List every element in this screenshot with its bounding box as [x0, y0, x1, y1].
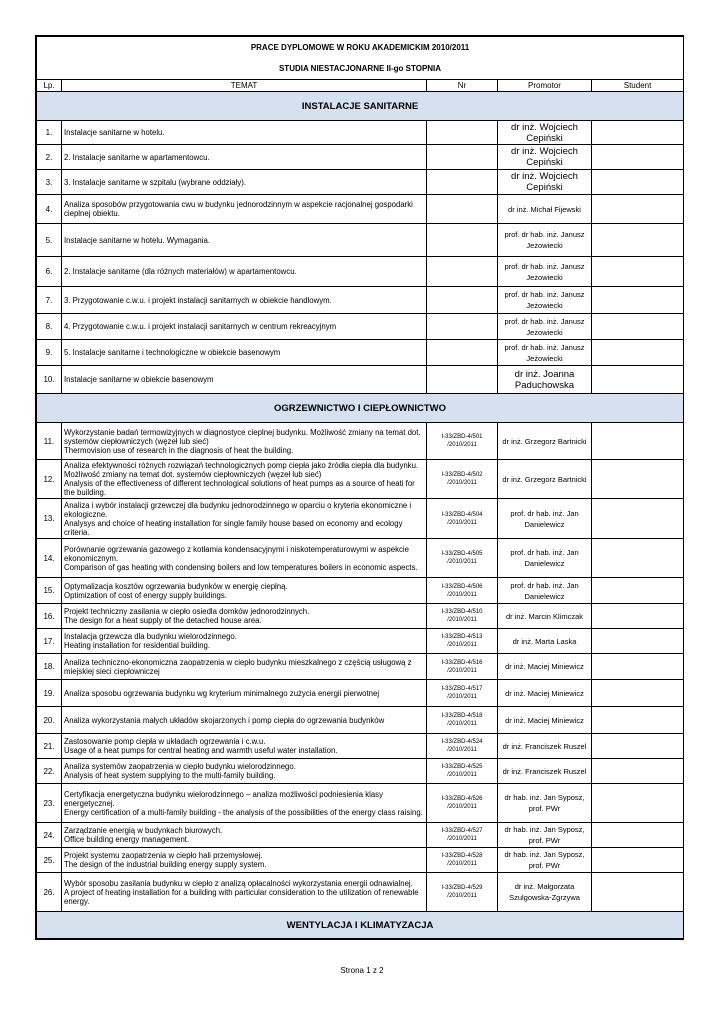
row-nr	[427, 257, 498, 287]
row-nr	[427, 340, 498, 366]
row-number: 20.	[37, 707, 62, 734]
row-number: 12.	[37, 460, 62, 499]
table-row	[37, 460, 684, 499]
row-number: 3.	[37, 170, 62, 195]
row-promotor: prof. dr hab. inż. Janusz Jeżowiecki	[498, 257, 592, 287]
row-promotor: dr hab. inż. Jan Syposz, prof. PWr	[498, 823, 592, 848]
row-promotor: dr inż. Grzegorz Bartnicki	[498, 460, 592, 499]
row-number: 11.	[37, 423, 62, 460]
row-nr	[427, 121, 498, 145]
row-promotor: dr inż. Franciszek Ruszel	[498, 734, 592, 759]
row-nr	[427, 287, 498, 314]
row-nr: I-33/ZBD-4/501 /2010/2011	[427, 423, 498, 460]
row-nr: I-33/ZBD-4/510 /2010/2011	[427, 604, 498, 629]
row-student	[592, 604, 684, 629]
table-row	[37, 680, 684, 707]
row-student	[592, 257, 684, 287]
row-nr	[427, 224, 498, 257]
row-number: 6.	[37, 257, 62, 287]
table-row	[37, 604, 684, 629]
table-row	[37, 224, 684, 257]
row-number: 7.	[37, 287, 62, 314]
row-student	[592, 873, 684, 912]
row-topic: 4. Przygotowanie c.w.u. i projekt instalacji sanitarnych w centrum rekreacyjnym	[62, 314, 427, 340]
row-promotor: prof. dr hab. inż. Janusz Jeżowiecki	[498, 314, 592, 340]
row-promotor: dr inż. Wojciech Cepiński	[498, 121, 592, 145]
row-topic: Zastosowanie pomp ciepła w układach ogrzewania i c.w.u. Usage of a heat pumps for central heating and warmth useful water installation.	[62, 734, 427, 759]
row-number: 2.	[37, 145, 62, 170]
thesis-table-frame	[35, 35, 684, 940]
row-topic: Analiza i wybór instalacji grzewczej dla budynku jednorodzinnego w oparciu o kryteria ekonomiczne i ekologiczne. Analysys and choice of heating installation for single family house based on economy and ecology criteria.	[62, 499, 427, 539]
row-student	[592, 145, 684, 170]
row-topic: Analiza efektywności różnych rozwiązań technologicznych pomp ciepła jako źródła ciepła dla budynku. Możliwość zmiany na temat dot. systemów ciepłowniczych (węzeł lub sieć) Analysis of the effectiveness of different technological solutions of heat pumps as a source of heati for the building.	[62, 460, 427, 499]
row-number: 17.	[37, 629, 62, 654]
row-nr: I-33/ZBD-4/517 /2010/2011	[427, 680, 498, 707]
row-nr: I-33/ZBD-4/527 /2010/2011	[427, 823, 498, 848]
row-nr: I-33/ZBD-4/529 /2010/2011	[427, 873, 498, 912]
row-number: 26.	[37, 873, 62, 912]
row-topic: 3. Instalacje sanitarne w szpitalu (wybrane oddziały).	[62, 170, 427, 195]
row-promotor: dr inż. Małgorzata Szulgowska-Zgrzywa	[498, 873, 592, 912]
row-nr	[427, 170, 498, 195]
column-header-temat: TEMAT	[62, 80, 427, 92]
section-title: WENTYLACJA I KLIMATYZACJA	[37, 912, 684, 939]
row-nr: I-33/ZBD-4/526 /2010/2011	[427, 784, 498, 823]
row-topic: Analiza techniczno-ekonomiczna zaopatrzenia w ciepło budynku mieszkalnego z częścią usługową z miejskiej sieci ciepłowniczej	[62, 654, 427, 680]
row-number: 1.	[37, 121, 62, 145]
header-subtitle-row	[37, 57, 684, 80]
row-nr: I-33/ZBD-4/505 /2010/2011	[427, 539, 498, 578]
row-promotor: dr inż. Maciej Miniewicz	[498, 680, 592, 707]
document-subtitle: STUDIA NIESTACJONARNE II-go STOPNIA	[37, 57, 684, 80]
row-student	[592, 759, 684, 784]
row-promotor: dr inż. Wojciech Cepiński	[498, 170, 592, 195]
row-student	[592, 784, 684, 823]
row-topic: Instalacje sanitarne w obiekcie basenowym	[62, 366, 427, 394]
row-topic: Analiza sposobów przygotowania cwu w budynku jednorodzinnym w aspekcie racjonalnej gospodarki cieplnej obiektu.	[62, 195, 427, 224]
row-student	[592, 195, 684, 224]
header-title-row	[37, 37, 684, 58]
row-promotor: prof. dr hab. inż. Jan Danielewicz	[498, 539, 592, 578]
row-student	[592, 170, 684, 195]
row-student	[592, 707, 684, 734]
row-topic: 5. Instalacje sanitarne i technologiczne w obiekcie basenowym	[62, 340, 427, 366]
row-number: 24.	[37, 823, 62, 848]
row-student	[592, 654, 684, 680]
column-header-row	[37, 80, 684, 92]
row-student	[592, 287, 684, 314]
row-nr: I-33/ZBD-4/524 /2010/2011	[427, 734, 498, 759]
table-row	[37, 195, 684, 224]
row-nr: I-33/ZBD-4/528 /2010/2011	[427, 848, 498, 873]
row-topic: 2. Instalacje sanitarne w apartamentowcu.	[62, 145, 427, 170]
row-nr	[427, 366, 498, 394]
table-row	[37, 759, 684, 784]
row-number: 19.	[37, 680, 62, 707]
section-header-row	[37, 912, 684, 939]
row-nr: I-33/ZBD-4/502 /2010/2011	[427, 460, 498, 499]
section-title: INSTALACJE SANITARNE	[37, 92, 684, 121]
row-promotor: dr hab. inż. Jan Syposz, prof. PWr	[498, 848, 592, 873]
section-title: OGRZEWNICTWO I CIEPŁOWNICTWO	[37, 394, 684, 423]
row-student	[592, 499, 684, 539]
table-row	[37, 170, 684, 195]
row-promotor: dr inż. Michał Fijewski	[498, 195, 592, 224]
table-row	[37, 848, 684, 873]
row-student	[592, 121, 684, 145]
row-promotor: dr inż. Grzegorz Bartnicki	[498, 423, 592, 460]
row-number: 23.	[37, 784, 62, 823]
row-student	[592, 539, 684, 578]
row-topic: Instalacja grzewcza dla budynku wielorodzinnego. Heating installation for residential building.	[62, 629, 427, 654]
row-nr	[427, 314, 498, 340]
table-row	[37, 287, 684, 314]
column-header-nr: Nr	[427, 80, 498, 92]
page-footer: Strona 1 z 2	[340, 966, 384, 975]
table-row	[37, 314, 684, 340]
row-nr: I-33/ZBD-4/506 /2010/2011	[427, 578, 498, 604]
row-topic: Analiza systemów zaopatrzenia w ciepło budynku wielorodzinnego. Analysis of heat system supplying to the multi-family building.	[62, 759, 427, 784]
row-number: 16.	[37, 604, 62, 629]
row-promotor: dr hab. inż. Jan Syposz, prof. PWr	[498, 784, 592, 823]
row-student	[592, 366, 684, 394]
row-promotor: dr inż. Wojciech Cepiński	[498, 145, 592, 170]
row-number: 22.	[37, 759, 62, 784]
row-student	[592, 680, 684, 707]
row-topic: Instalacje sanitarne w hotelu.	[62, 121, 427, 145]
table-row	[37, 784, 684, 823]
row-promotor: dr inż. Joanna Paduchowska	[498, 366, 592, 394]
row-promotor: dr inż. Marcin Klimczak	[498, 604, 592, 629]
row-nr: I-33/ZBD-4/516 /2010/2011	[427, 654, 498, 680]
row-topic: Instalacje sanitarne w hotelu. Wymagania.	[62, 224, 427, 257]
row-topic: Wykorzystanie badań termowizyjnych w diagnostyce cieplnej budynku. Możliwość zmiany na temat dot. systemów ciepłowniczych (węzeł lub sieć) Thermovision use of research in the diagnosis of heat the building.	[62, 423, 427, 460]
column-header-student: Student	[592, 80, 684, 92]
row-number: 9.	[37, 340, 62, 366]
row-topic: Analiza sposobu ogrzewania budynku wg kryterium minimalnego zużycia energii pierwotnej	[62, 680, 427, 707]
row-number: 5.	[37, 224, 62, 257]
row-promotor: dr inż. Maciej Miniewicz	[498, 707, 592, 734]
column-header-promotor: Promotor	[498, 80, 592, 92]
row-topic: Wybór sposobu zasilania budynku w ciepło z analizą opłacalności wykorzystania energii odnawialnej. A project of heating installation for a building with particular consideration to the utilization of renewable energy.	[62, 873, 427, 912]
row-nr: I-33/ZBD-4/504 /2010/2011	[427, 499, 498, 539]
row-topic: Projekt systemu zaopatrzenia w ciepło hali przemysłowej. The design of the industrial building energy supply system.	[62, 848, 427, 873]
row-student	[592, 734, 684, 759]
row-number: 13.	[37, 499, 62, 539]
row-promotor: dr inż. Maciej Miniewicz	[498, 654, 592, 680]
row-promotor: prof. dr hab. inż. Jan Danielewicz	[498, 499, 592, 539]
row-number: 14.	[37, 539, 62, 578]
row-student	[592, 460, 684, 499]
table-row	[37, 366, 684, 394]
row-topic: Porównanie ogrzewania gazowego z kotłamia kondensacyjnymi i niskotemperaturowymi w aspekcie ekonomicznym. Comparison of gas heating with condensing boilers and low temperatures boilers in economic aspects.	[62, 539, 427, 578]
row-nr	[427, 195, 498, 224]
section-header-row	[37, 92, 684, 121]
table-row	[37, 873, 684, 912]
row-promotor: prof. dr hab. inż. Jan Danielewicz	[498, 578, 592, 604]
row-topic: Certyfikacja energetyczna budynku wielorodzinnego – analiza możliwości podniesienia klasy energetycznej. Energy certification of a multi-family building - the analysis of the possibilities of the energy class raising.	[62, 784, 427, 823]
document-title: PRACE DYPLOMOWE W ROKU AKADEMICKIM 2010/2011	[37, 37, 684, 58]
row-promotor: dr inż. Marta Laska	[498, 629, 592, 654]
table-row	[37, 629, 684, 654]
table-row	[37, 121, 684, 145]
row-number: 15.	[37, 578, 62, 604]
row-student	[592, 314, 684, 340]
column-header-lp: Lp.	[37, 80, 62, 92]
row-promotor: prof. dr hab. inż. Janusz Jeżowiecki	[498, 340, 592, 366]
row-topic: 3. Przygotowanie c.w.u. i projekt instalacji sanitarnych w obiekcie handlowym.	[62, 287, 427, 314]
row-topic: Optymalizacja kosztów ogrzewania budynków w energię cieplną. Optimization of cost of energy supply buildings.	[62, 578, 427, 604]
row-number: 4.	[37, 195, 62, 224]
table-row	[37, 823, 684, 848]
row-nr: I-33/ZBD-4/525 /2010/2011	[427, 759, 498, 784]
row-number: 25.	[37, 848, 62, 873]
row-topic: Zarządzanie energią w budynkach biurowych. Office building energy management.	[62, 823, 427, 848]
row-promotor: prof. dr hab. inż. Janusz Jeżowiecki	[498, 287, 592, 314]
row-nr: I-33/ZBD-4/513 /2010/2011	[427, 629, 498, 654]
table-row	[37, 423, 684, 460]
table-row	[37, 539, 684, 578]
row-topic: 2. Instalacje sanitarne (dla różnych materiałów) w apartamentowcu.	[62, 257, 427, 287]
row-number: 18.	[37, 654, 62, 680]
table-row	[37, 654, 684, 680]
row-student	[592, 848, 684, 873]
row-topic: Analiza wykorzystania małych układów skojarzonych i pomp ciepła do ogrzewania budynków	[62, 707, 427, 734]
row-number: 21.	[37, 734, 62, 759]
table-row	[37, 257, 684, 287]
row-promotor: dr inż. Franciszek Ruszel	[498, 759, 592, 784]
row-student	[592, 823, 684, 848]
row-promotor: prof. dr hab. inż. Janusz Jeżowiecki	[498, 224, 592, 257]
table-row	[37, 707, 684, 734]
row-student	[592, 578, 684, 604]
row-student	[592, 340, 684, 366]
row-number: 10.	[37, 366, 62, 394]
row-nr	[427, 145, 498, 170]
thesis-table	[36, 36, 684, 939]
section-header-row	[37, 394, 684, 423]
row-student	[592, 423, 684, 460]
row-student	[592, 224, 684, 257]
table-row	[37, 734, 684, 759]
row-student	[592, 629, 684, 654]
table-row	[37, 340, 684, 366]
row-nr: I-33/ZBD-4/518 /2010/2011	[427, 707, 498, 734]
row-number: 8.	[37, 314, 62, 340]
table-row	[37, 578, 684, 604]
table-row	[37, 145, 684, 170]
row-topic: Projekt techniczny zasilania w ciepło osiedla domków jednorodzinnych. The design for a heat supply of the detached house area.	[62, 604, 427, 629]
table-row	[37, 499, 684, 539]
